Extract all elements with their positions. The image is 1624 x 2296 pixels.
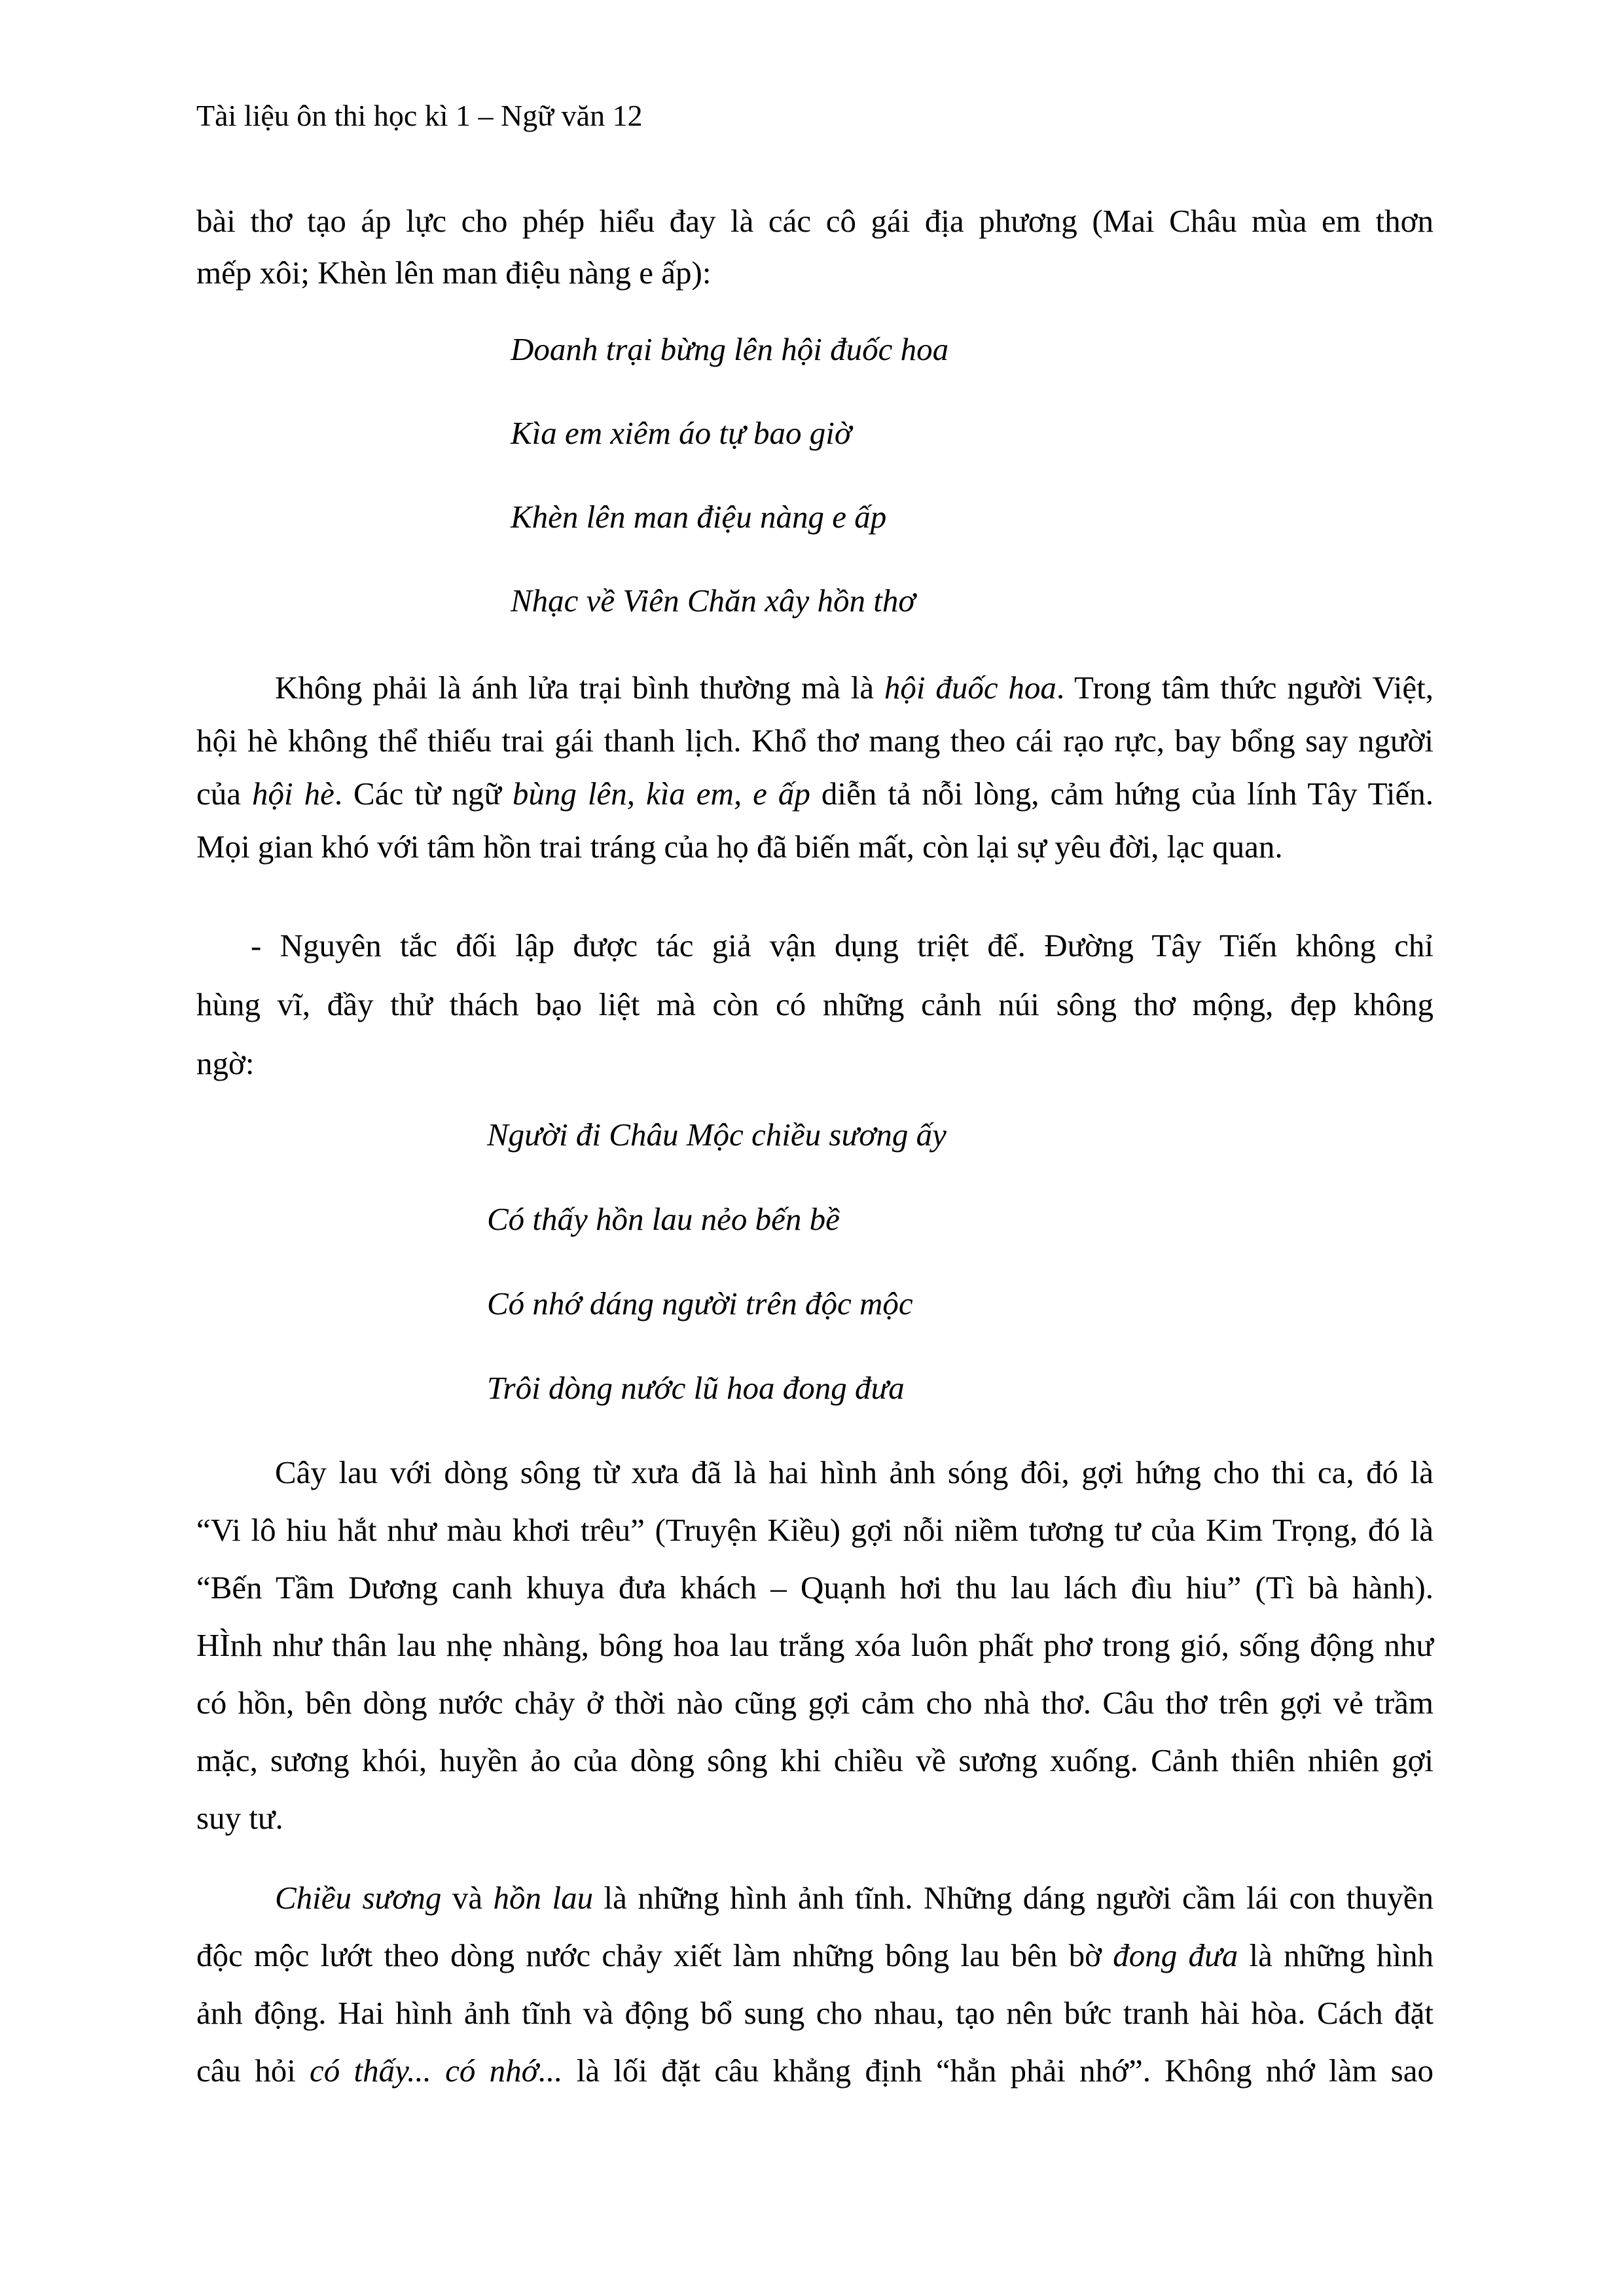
italic-text: hội hè [251,776,334,812]
text-line [196,1994,1434,2033]
text-segment: là những hình [1238,1937,1434,1973]
text-line [196,1568,1434,1607]
poem-line: Doanh trại bừng lên hội đuốc hoa [511,331,949,367]
text-segment: “Bến Tầm Dương canh khuya đưa khách – Quạnh hơi thu lau lách đìu hiu” (Tì bà hành). [196,1570,1434,1605]
italic-text: hồn lau [493,1880,594,1916]
poem-line: Nhạc về Viên Chăn xây hồn thơ [511,583,916,619]
poem-line: Người đi Châu Mộc chiều sương ấy [487,1117,947,1153]
text-line [196,827,1434,867]
italic-text: hội đuốc hoa [884,670,1056,706]
poem-line: Có nhớ dáng người trên độc mộc [487,1285,913,1321]
italic-text: đong đưa [1113,1937,1238,1973]
text-segment: của [196,776,252,812]
text-segment: . Trong tâm thức người Việt, [1056,670,1434,706]
text-segment: diễn tả nỗi lòng, cảm hứng của lính Tây Tiến. [810,776,1434,812]
text-line [196,926,1434,965]
text-segment: bài thơ tạo áp lực cho phép hiểu đay là các cô gái địa phương (Mai Châu mùa em thơn [196,203,1434,239]
text-segment: ảnh động. Hai hình ảnh tĩnh và động bổ sung cho nhau, tạo nên bức tranh hài hòa. Cách đặt [196,1995,1434,2031]
text-line [196,1683,1434,1723]
text-line [196,1453,1434,1492]
text-segment: . Các từ ngữ [334,776,513,812]
page-header: Tài liệu ôn thi học kì 1 – Ngữ văn 12 [196,99,643,132]
text-segment: - Nguyên tắc đối lập được tác giả vận dụng triệt để. Đường Tây Tiến không chỉ [251,927,1434,963]
text-line [196,668,1434,708]
italic-text: bùng lên, kìa em, e ấp [512,776,810,812]
text-line [196,1878,1434,1918]
text-line [196,253,1434,293]
text-segment: Cây lau với dòng sông từ xưa đã là hai hình ảnh sóng đôi, gợi hứng cho thi ca, đó là [275,1454,1434,1490]
text-line [196,1626,1434,1665]
text-segment: Mọi gian khó với tâm hồn trai tráng của họ đã biến mất, còn lại sự yêu đời, lạc quan. [196,829,1283,865]
text-line [196,1799,1434,1838]
text-segment: HÌnh như thân lau nhẹ nhàng, bông hoa lau trắng xóa luôn phất phơ trong gió, sống động như [196,1627,1434,1663]
poem-line: Có thấy hồn lau nẻo bến bề [487,1201,840,1237]
text-line [196,202,1434,241]
text-line [196,721,1434,761]
text-line [196,1511,1434,1550]
text-segment: là những hình ảnh tĩnh. Những dáng người cầm lái con thuyền [593,1880,1434,1916]
text-segment: độc mộc lướt theo dòng nước chảy xiết làm những bông lau bên bờ [196,1937,1113,1973]
italic-text: có thấy... có nhớ... [310,2053,563,2089]
text-line [196,2051,1434,2090]
text-segment: mặc, sương khói, huyền ảo của dòng sông khi chiều về sương xuống. Cảnh thiên nhiên gợi [196,1742,1434,1778]
text-segment: câu hỏi [196,2053,310,2089]
poem-line: Trôi dòng nước lũ hoa đong đưa [487,1370,905,1406]
text-segment: suy tư. [196,1800,283,1836]
text-segment: là lối đặt câu khẳng định “hẳn phải nhớ”. Không nhớ làm sao [562,2053,1434,2089]
text-segment: mếp xôi; Khèn lên man điệu nàng e ấp): [196,255,712,291]
text-line [196,1741,1434,1780]
text-line [196,774,1434,814]
text-segment: “Vi lô hiu hắt như màu khơi trêu” (Truyện Kiều) gợi nỗi niềm tương tư của Kim Trọng, đó là [196,1512,1434,1548]
text-segment: ngờ: [196,1045,255,1081]
text-segment: hội hè không thể thiếu trai gái thanh lịch. Khổ thơ mang theo cái rạo rực, bay bổng say người [196,723,1434,759]
text-line [196,985,1434,1024]
poem-line: Khèn lên man điệu nàng e ấp [511,499,887,535]
text-segment: và [441,1880,494,1916]
text-segment: Không phải là ánh lửa trại bình thường mà là [275,670,884,706]
text-line [196,1044,1434,1083]
poem-line: Kìa em xiêm áo tự bao giờ [511,415,852,451]
text-segment: hùng vĩ, đầy thử thách bạo liệt mà còn có những cảnh núi sông thơ mộng, đẹp không [196,986,1434,1022]
text-segment: có hồn, bên dòng nước chảy ở thời nào cũng gợi cảm cho nhà thơ. Câu thơ trên gợi vẻ trầm [196,1685,1434,1721]
text-line [196,1936,1434,1975]
italic-text: Chiều sương [275,1880,442,1916]
